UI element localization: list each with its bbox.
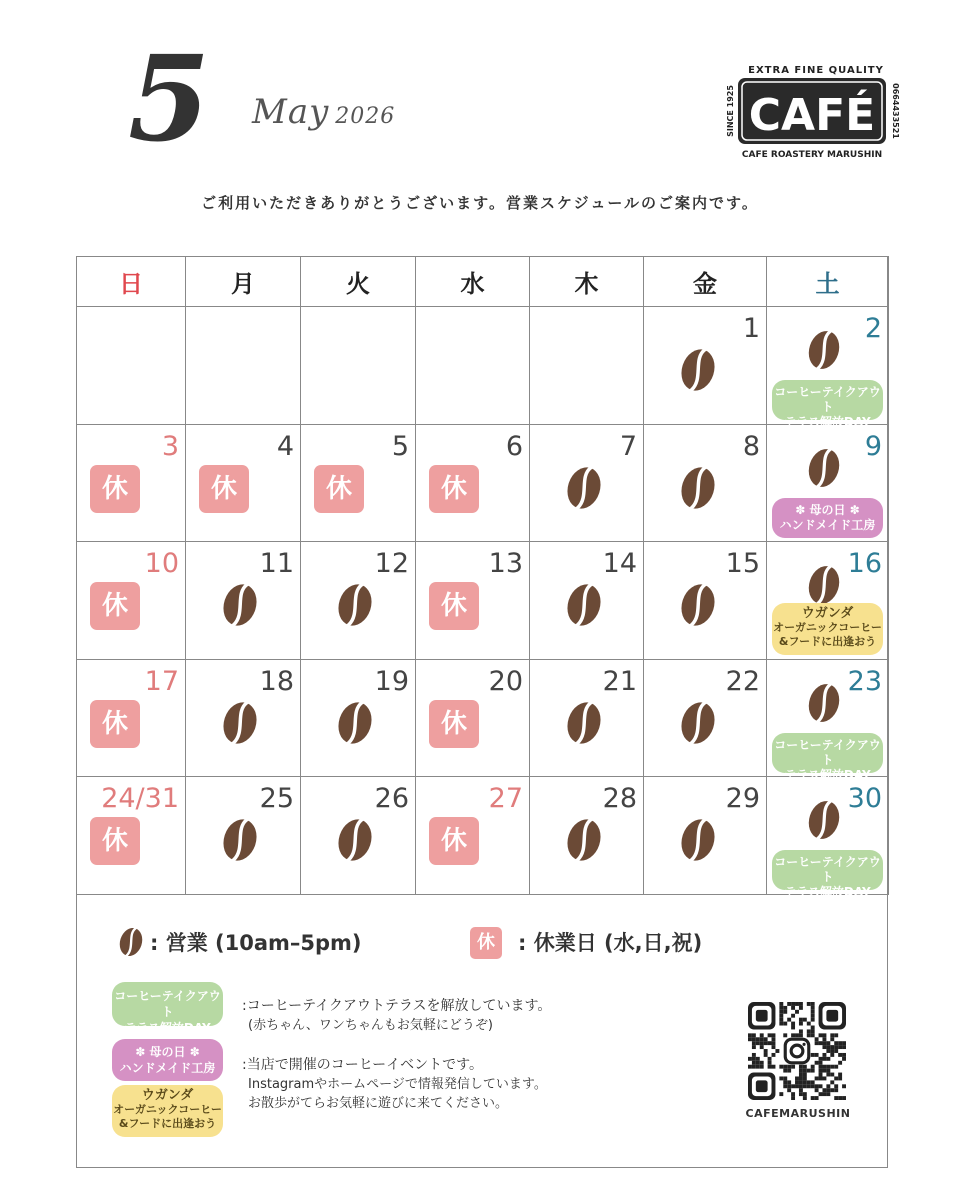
calendar-day-cell: [416, 659, 530, 777]
legend-uganda-line: オーガニックコーヒー: [113, 1103, 222, 1116]
day-number: 12: [374, 548, 409, 580]
calendar-day-cell: [767, 424, 889, 542]
qr-label: CAFEMARUSHIN: [745, 1107, 851, 1120]
calendar-day-cell: [301, 424, 416, 542]
day-number: 28: [602, 783, 637, 815]
month-number: 5: [128, 29, 211, 168]
calendar-week-row: [77, 542, 889, 660]
legend-terrace-sub: (赤ちゃん、ワンちゃんもお気軽にどうぞ): [248, 1018, 493, 1033]
legend-terrace-desc-line: :コーヒーテイクアウトテラスを解放しています。: [242, 998, 552, 1014]
day-number: 25: [259, 783, 294, 815]
weekday-thu: 木: [530, 257, 644, 307]
event-badge-line: ウガンダ: [801, 606, 854, 622]
legend-event-desc-line: Instagramやホームページで情報発信しています。: [248, 1077, 547, 1092]
calendar-day-cell: [644, 777, 767, 895]
calendar-day-cell: [416, 542, 530, 660]
coffee-bean-icon: [333, 698, 377, 748]
calendar-week-row: [77, 307, 889, 425]
coffee-bean-icon: [676, 698, 720, 748]
day-number: 30: [847, 783, 882, 815]
calendar-day-cell: [77, 777, 186, 895]
coffee-bean-icon: [803, 680, 845, 726]
weekday-mon: 月: [186, 257, 301, 307]
event-badge-line: コーヒーテイクアウト: [774, 385, 881, 414]
coffee-bean-icon: [562, 580, 606, 630]
calendar-day-cell: [644, 307, 767, 425]
coffee-bean-icon: [218, 815, 262, 865]
day-number: 21: [602, 665, 637, 697]
event-badge-handmade: [772, 498, 883, 538]
day-number: 26: [374, 783, 409, 815]
calendar-day-cell: [77, 424, 186, 542]
day-number: 19: [374, 665, 409, 697]
legend-open-text: : 営業 (10am–5pm): [150, 931, 362, 955]
closed-day-badge: 休: [90, 817, 140, 865]
calendar-day-cell: [644, 659, 767, 777]
weekday-tue: 火: [301, 257, 416, 307]
day-number: 27: [488, 783, 523, 815]
year-text: 2026: [335, 104, 396, 129]
calendar-grid: [76, 256, 889, 900]
logo-top-text: EXTRA FINE QUALITY: [748, 65, 884, 76]
day-number: 2: [864, 313, 882, 344]
calendar-week-row: [77, 659, 889, 777]
legend-uganda-line: ウガンダ: [141, 1088, 194, 1103]
coffee-bean-icon: [116, 925, 146, 959]
coffee-bean-icon: [333, 580, 377, 630]
event-badge-uganda: [772, 603, 883, 655]
day-number: 20: [488, 665, 523, 697]
calendar-day-cell: [530, 659, 644, 777]
calendar-day-cell: [186, 424, 301, 542]
day-number: 17: [144, 665, 179, 697]
legend-terrace-badge: [112, 982, 223, 1035]
coffee-bean-icon: [676, 580, 720, 630]
day-number: 9: [864, 430, 882, 462]
weekday-fri: 金: [644, 257, 767, 307]
day-number: 5: [391, 430, 409, 462]
day-number: 7: [619, 430, 637, 462]
calendar-day-cell: [767, 777, 889, 900]
cafe-logo: [724, 62, 902, 162]
day-number: 16: [847, 548, 882, 580]
closed-day-badge: 休: [429, 465, 479, 513]
event-badge-terrace: [772, 850, 883, 900]
calendar-day-cell: [301, 307, 416, 425]
legend-event-desc-line: :当店で開催のコーヒーイベントです。: [242, 1057, 484, 1073]
calendar-day-cell: [186, 659, 301, 777]
logo-bottom-text: CAFE ROASTERY MARUSHIN: [741, 150, 883, 160]
calendar-week-row: [77, 777, 889, 895]
coffee-bean-icon: [676, 463, 720, 513]
event-badge-line: コーヒーテイクアウト: [774, 737, 881, 767]
calendar-day-cell: [301, 777, 416, 895]
weekday-header-row: [77, 257, 889, 307]
coffee-bean-icon: [218, 698, 262, 748]
event-badge-line: テラス解放DAY: [784, 885, 871, 900]
calendar-day-cell: [301, 659, 416, 777]
day-number: 4: [276, 430, 294, 462]
legend-terrace-line: テラス解放DAY: [124, 1021, 211, 1035]
day-number: 15: [725, 548, 760, 580]
calendar-day-cell: [416, 424, 530, 542]
legend-uganda-line: &フードに出逢おう: [118, 1117, 217, 1130]
legend-handmade-badge: [112, 1039, 223, 1081]
closed-day-badge: 休: [199, 465, 249, 513]
calendar-day-cell: [530, 542, 644, 660]
event-badge-line: ✽ 母の日 ✽: [795, 502, 860, 517]
closed-day-badge: 休: [90, 582, 140, 630]
closed-day-badge: 休: [90, 465, 140, 513]
calendar-day-cell: [416, 777, 530, 895]
legend-handmade-line: ハンドメイド工房: [119, 1061, 216, 1075]
day-number: 14: [602, 548, 637, 580]
calendar-day-cell: [530, 777, 644, 895]
calendar-day-cell: [77, 659, 186, 777]
legend-event-desc-line: お散歩がてらお気軽に遊びに来てください。: [248, 1096, 509, 1111]
coffee-bean-icon: [803, 445, 845, 491]
calendar-day-cell: [530, 307, 644, 425]
coffee-bean-icon: [676, 815, 720, 865]
coffee-bean-icon: [218, 580, 262, 630]
event-badge-line: &フードに出逢おう: [778, 635, 877, 649]
legend-event-desc: [242, 1056, 547, 1113]
event-badge-line: コーヒーテイクアウト: [774, 855, 881, 885]
closed-day-badge: 休: [429, 817, 479, 865]
event-badge-terrace: [772, 733, 883, 782]
weekday-sat: 土: [767, 257, 889, 307]
coffee-bean-icon: [803, 797, 845, 843]
legend-terrace-line: コーヒーテイクアウト: [114, 989, 221, 1019]
event-badge-terrace: [772, 380, 883, 429]
weekday-wed: 水: [416, 257, 530, 307]
weekday-sun: 日: [77, 257, 186, 307]
logo-right-text: 0664433521: [891, 83, 900, 139]
closed-day-badge: 休: [429, 700, 479, 748]
calendar-week-row: [77, 424, 889, 542]
legend-closed-text: : 休業日 (水,日,祝): [518, 931, 703, 955]
closed-day-badge: 休: [90, 700, 140, 748]
calendar-day-cell: [767, 542, 889, 660]
calendar-day-cell: [301, 542, 416, 660]
day-number: 8: [742, 430, 760, 462]
legend: [76, 895, 888, 1167]
coffee-bean-icon: [803, 327, 845, 373]
day-number: 23: [847, 665, 882, 697]
logo-main-text: CAFÉ: [748, 90, 876, 141]
coffee-bean-icon: [803, 562, 845, 608]
coffee-bean-icon: [562, 463, 606, 513]
coffee-bean-icon: [562, 698, 606, 748]
calendar-day-cell: [767, 659, 889, 782]
calendar-day-cell: [186, 777, 301, 895]
legend-uganda-badge: [112, 1085, 223, 1137]
coffee-bean-icon: [333, 815, 377, 865]
day-number: 1: [742, 313, 760, 344]
month-name-text: May: [252, 92, 330, 132]
logo-left-text: SINCE 1925: [726, 85, 735, 137]
calendar-day-cell: [77, 542, 186, 660]
coffee-bean-icon: [676, 345, 720, 395]
event-badge-line: オーガニックコーヒー: [773, 621, 882, 635]
calendar-day-cell: [644, 424, 767, 542]
intro-text: ご利用いただきありがとうございます。営業スケジュールのご案内です。: [201, 194, 759, 212]
closed-day-badge: 休: [429, 582, 479, 630]
calendar-day-cell: [186, 542, 301, 660]
event-badge-line: テラス解放DAY: [784, 415, 871, 429]
calendar-day-cell: [530, 424, 644, 542]
day-number: 11: [259, 548, 294, 580]
instagram-qr-code[interactable]: [748, 1002, 846, 1100]
day-number: 29: [725, 783, 760, 815]
legend-terrace-desc: [242, 997, 551, 1035]
day-number: 6: [505, 430, 523, 462]
event-badge-line: テラス解放DAY: [784, 767, 871, 782]
day-number: 22: [725, 665, 760, 697]
legend-rest-badge: 休: [470, 927, 502, 959]
closed-day-badge: 休: [314, 465, 364, 513]
calendar-day-cell: [767, 307, 889, 429]
day-number: 13: [488, 548, 523, 580]
day-number: 24/31: [101, 783, 179, 815]
calendar-day-cell: [77, 307, 186, 425]
legend-handmade-line: ✽ 母の日 ✽: [135, 1045, 200, 1059]
calendar-day-cell: [644, 542, 767, 660]
day-number: 3: [161, 430, 179, 462]
day-number: 18: [259, 665, 294, 697]
calendar-day-cell: [416, 307, 530, 425]
coffee-bean-icon: [562, 815, 606, 865]
event-badge-line: ハンドメイド工房: [779, 517, 876, 532]
day-number: 10: [144, 548, 179, 580]
calendar-day-cell: [186, 307, 301, 425]
month-name: [252, 92, 395, 132]
